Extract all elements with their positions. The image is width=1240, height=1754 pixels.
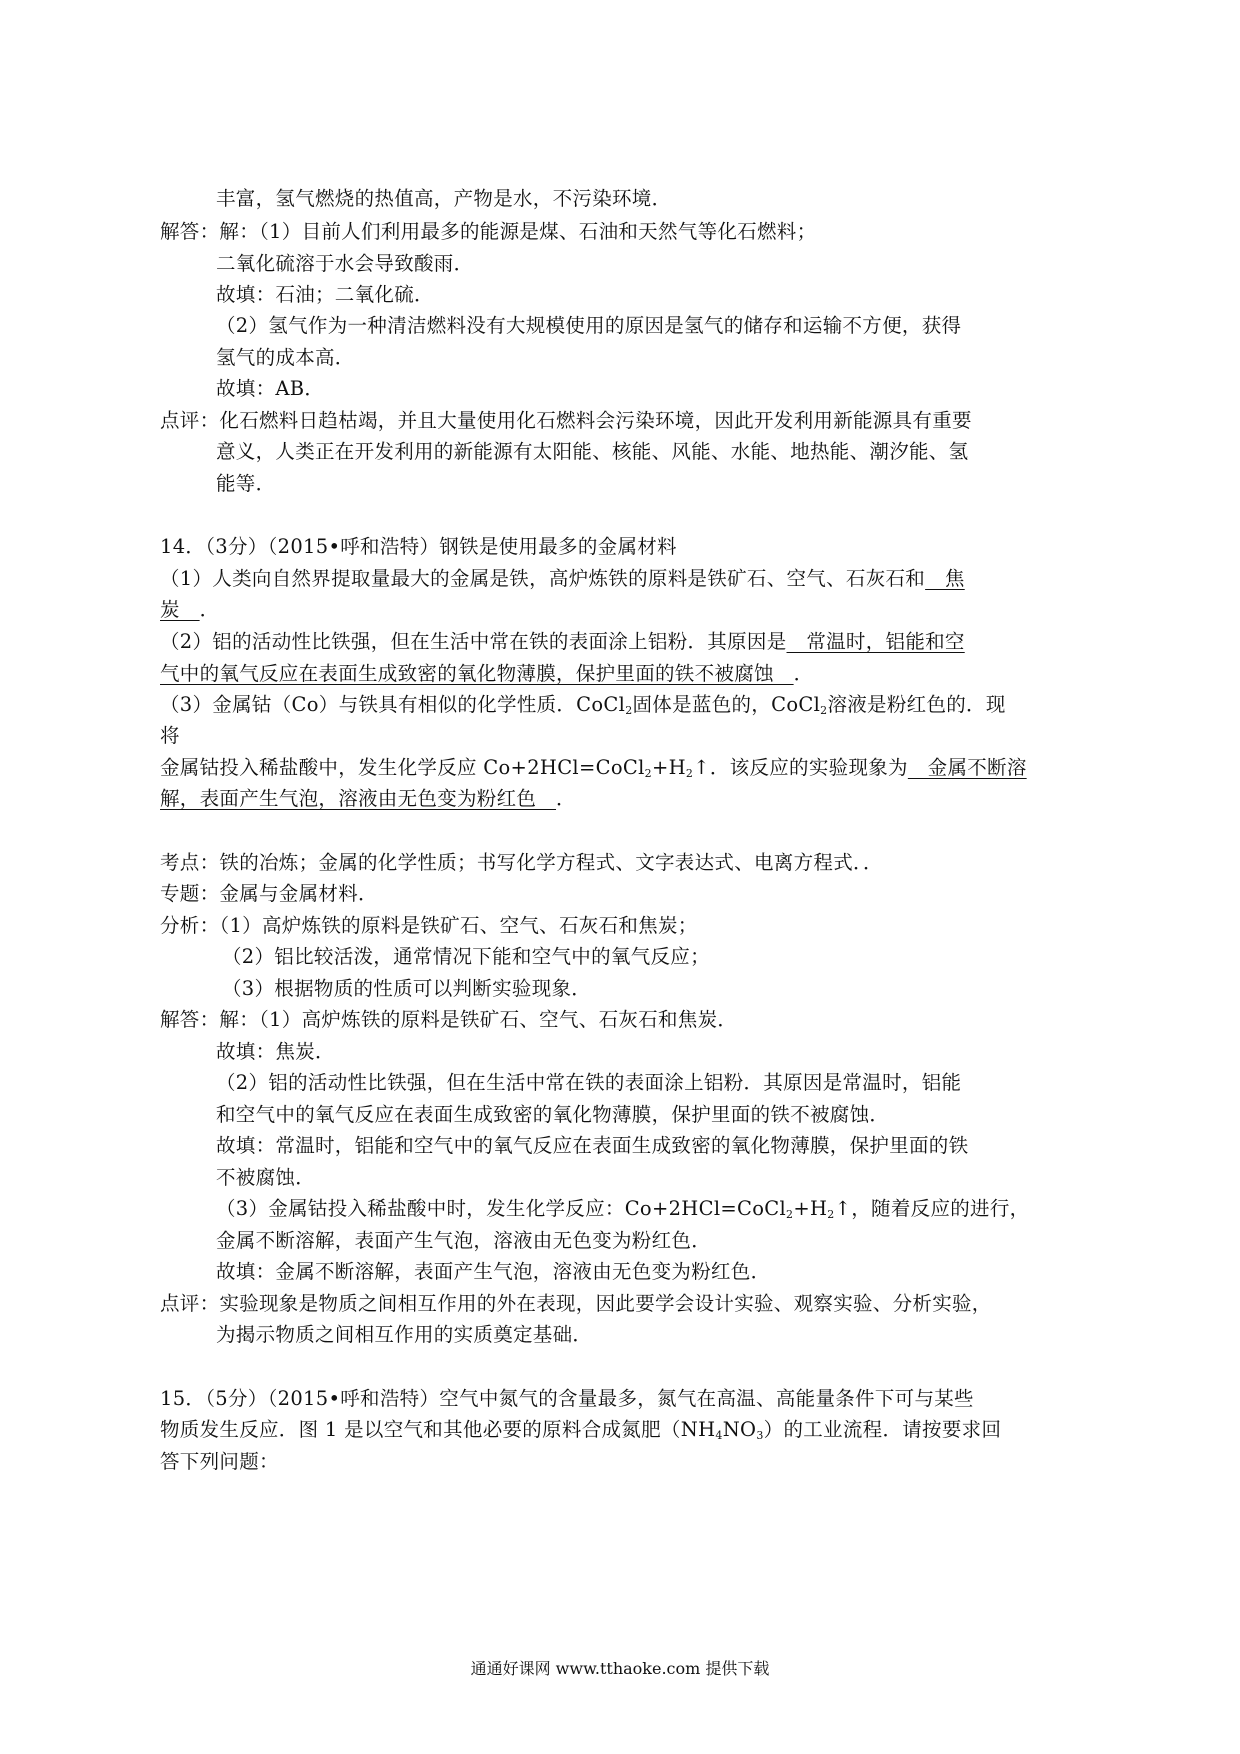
text-line <box>216 440 968 464</box>
text-line <box>216 1166 315 1190</box>
label-kaodian: 考点： <box>160 851 220 874</box>
label-zhuanti: 专题： <box>160 882 220 905</box>
answer-blank: 焦 <box>925 567 965 590</box>
text: 解：（1）目前人们利用最多的能源是煤、石油和天然气等化石燃料； <box>219 220 817 243</box>
text-line <box>216 1260 770 1284</box>
label-fenxi: 分析： <box>160 914 220 937</box>
text-line <box>216 1040 335 1064</box>
text: 能等． <box>216 472 276 495</box>
text: 故填：AB． <box>216 377 325 400</box>
question-14-part1 <box>160 567 965 591</box>
text: 丰富，氢气燃烧的热值高，产物是水，不污染环境． <box>216 187 672 210</box>
text: （1）人类向自然界提取量最大的金属是铁，高炉炼铁的原料是铁矿石、空气、石灰石和 <box>160 567 926 590</box>
subscript: 3 <box>756 1429 764 1442</box>
text: ． <box>199 598 220 621</box>
text: 二氧化硫溶于水会导致酸雨． <box>216 252 474 275</box>
question-14-part1-cont <box>160 598 219 622</box>
text: 铁的冶炼；金属的化学性质；书写化学方程式、文字表达式、电离方程式．． <box>219 851 883 874</box>
dianping-line <box>160 1292 992 1316</box>
subscript: 2 <box>786 1208 794 1221</box>
text: （1）高炉炼铁的原料是铁矿石、空气、石灰石和焦炭； <box>219 914 698 937</box>
text: 故填：焦炭． <box>216 1040 335 1063</box>
subscript: 2 <box>827 1208 835 1221</box>
page-footer <box>0 1658 1240 1680</box>
question-14-part2 <box>160 630 965 654</box>
footer-text: 通通好课网 www.tthaoke.com 提供下载 <box>470 1659 770 1678</box>
question-14-part3 <box>160 693 1006 717</box>
text: 金属与金属材料． <box>219 882 378 905</box>
text: 溶液是粉红色的．现 <box>827 693 1006 716</box>
answer-blank: 金属不断溶 <box>907 756 1027 779</box>
text: +H <box>793 1197 828 1220</box>
text: ）的工业流程．请按要求回 <box>763 1418 1002 1441</box>
text: 14．（3分）（2015•呼和浩特）钢铁是使用最多的金属材料 <box>160 535 677 558</box>
kaodian-line <box>160 851 883 875</box>
label-dianping: 点评： <box>160 409 220 432</box>
text: 氢气的成本高． <box>216 346 355 369</box>
subscript: 2 <box>644 767 652 780</box>
text: 不被腐蚀． <box>216 1166 316 1189</box>
text-line <box>216 283 434 307</box>
text: 金属钴投入稀盐酸中，发生化学反应 Co+2HCl=CoCl <box>160 756 645 779</box>
text: 化石燃料日趋枯竭，并且大量使用化石燃料会污染环境，因此开发利用新能源具有重要 <box>219 409 972 432</box>
review-line <box>160 409 972 433</box>
text-line <box>216 314 961 338</box>
text: ↑．该反应的实验现象为 <box>693 756 908 779</box>
answer-line <box>160 220 816 244</box>
question-15-stem <box>160 1387 974 1411</box>
question-15-stem-cont <box>160 1418 1001 1442</box>
text: 物质发生反应．图 1 是以空气和其他必要的原料合成氮肥（NH <box>160 1418 716 1441</box>
text: （2）铝的活动性比铁强，但在生活中常在铁的表面涂上铝粉．其原因是常温时，铝能 <box>216 1071 962 1094</box>
text-line <box>216 1103 889 1127</box>
text-line <box>216 1197 1029 1221</box>
subscript: 2 <box>625 704 633 717</box>
text: 和空气中的氧气反应在表面生成致密的氧化物薄膜，保护里面的铁不被腐蚀． <box>216 1103 890 1126</box>
subscript: 2 <box>820 704 828 717</box>
text: ． <box>793 662 814 685</box>
text: 解：（1）高炉炼铁的原料是铁矿石、空气、石灰石和焦炭． <box>219 1008 738 1031</box>
text-line <box>216 252 473 276</box>
text: 故填：常温时，铝能和空气中的氧气反应在表面生成致密的氧化物薄膜，保护里面的铁 <box>216 1134 969 1157</box>
text-line <box>222 945 710 969</box>
jieda-line <box>160 1008 737 1032</box>
answer-blank: 炭 <box>160 598 200 621</box>
question-14-part3-answer <box>160 787 576 811</box>
answer-blank: 常温时，铝能和空 <box>786 630 965 653</box>
text: 故填：石油；二氧化硫． <box>216 283 434 306</box>
zhuanti-line <box>160 882 378 906</box>
text: 固体是蓝色的，CoCl <box>632 693 821 716</box>
question-14-part3-cont <box>160 724 180 748</box>
answer-blank: 气中的氧气反应在表面生成致密的氧化物薄膜，保护里面的铁不被腐蚀 <box>160 662 794 685</box>
text-line <box>216 1323 592 1347</box>
text: +H <box>651 756 686 779</box>
text: 金属不断溶解，表面产生气泡，溶液由无色变为粉红色． <box>216 1229 712 1252</box>
label-jieda: 解答： <box>160 1008 220 1031</box>
text-line <box>222 977 591 1001</box>
text: 实验现象是物质之间相互作用的外在表现，因此要学会设计实验、观察实验、分析实验， <box>219 1292 992 1315</box>
text-line <box>216 1071 961 1095</box>
text-line <box>216 472 275 496</box>
text: ． <box>556 787 576 810</box>
text: （2）氢气作为一种清洁燃料没有大规模使用的原因是氢气的储存和运输不方便，获得 <box>216 314 962 337</box>
text: ↑，随着反应的进行， <box>834 1197 1030 1220</box>
text-line <box>216 1229 711 1253</box>
text-line <box>216 346 355 370</box>
text-line <box>216 187 671 211</box>
text: NO <box>722 1418 757 1441</box>
text: （3）根据物质的性质可以判断实验现象． <box>222 977 592 1000</box>
label-jieda: 解答： <box>160 220 220 243</box>
subscript: 2 <box>685 767 694 780</box>
fenxi-line <box>160 914 698 938</box>
text-line <box>216 377 324 401</box>
question-14-part3-reaction <box>160 756 1027 780</box>
answer-blank: 解，表面产生气泡，溶液由无色变为粉红色 <box>160 787 557 810</box>
question-14-stem <box>160 535 677 559</box>
subscript: 4 <box>715 1429 723 1442</box>
question-14-part2-cont <box>160 662 813 686</box>
text: 将 <box>160 724 180 747</box>
text: 意义，人类正在开发利用的新能源有太阳能、核能、风能、水能、地热能、潮汐能、氢 <box>216 440 969 463</box>
text-line <box>216 1134 968 1158</box>
text: 为揭示物质之间相互作用的实质奠定基础． <box>216 1323 593 1346</box>
text: （3）金属钴（Co）与铁具有相似的化学性质．CoCl <box>160 693 626 716</box>
text: 15．（5分）（2015•呼和浩特）空气中氮气的含量最多，氮气在高温、高能量条件下可与某些 <box>160 1387 974 1410</box>
text: 答下列问题： <box>160 1450 279 1473</box>
question-15-stem-end <box>160 1450 279 1474</box>
label-dianping: 点评： <box>160 1292 220 1315</box>
text: 故填：金属不断溶解，表面产生气泡，溶液由无色变为粉红色． <box>216 1260 771 1283</box>
text: （2）铝比较活泼，通常情况下能和空气中的氧气反应； <box>222 945 710 968</box>
text: （3）金属钴投入稀盐酸中时，发生化学反应：Co+2HCl=CoCl <box>216 1197 787 1220</box>
text: （2）铝的活动性比铁强，但在生活中常在铁的表面涂上铝粉．其原因是 <box>160 630 787 653</box>
